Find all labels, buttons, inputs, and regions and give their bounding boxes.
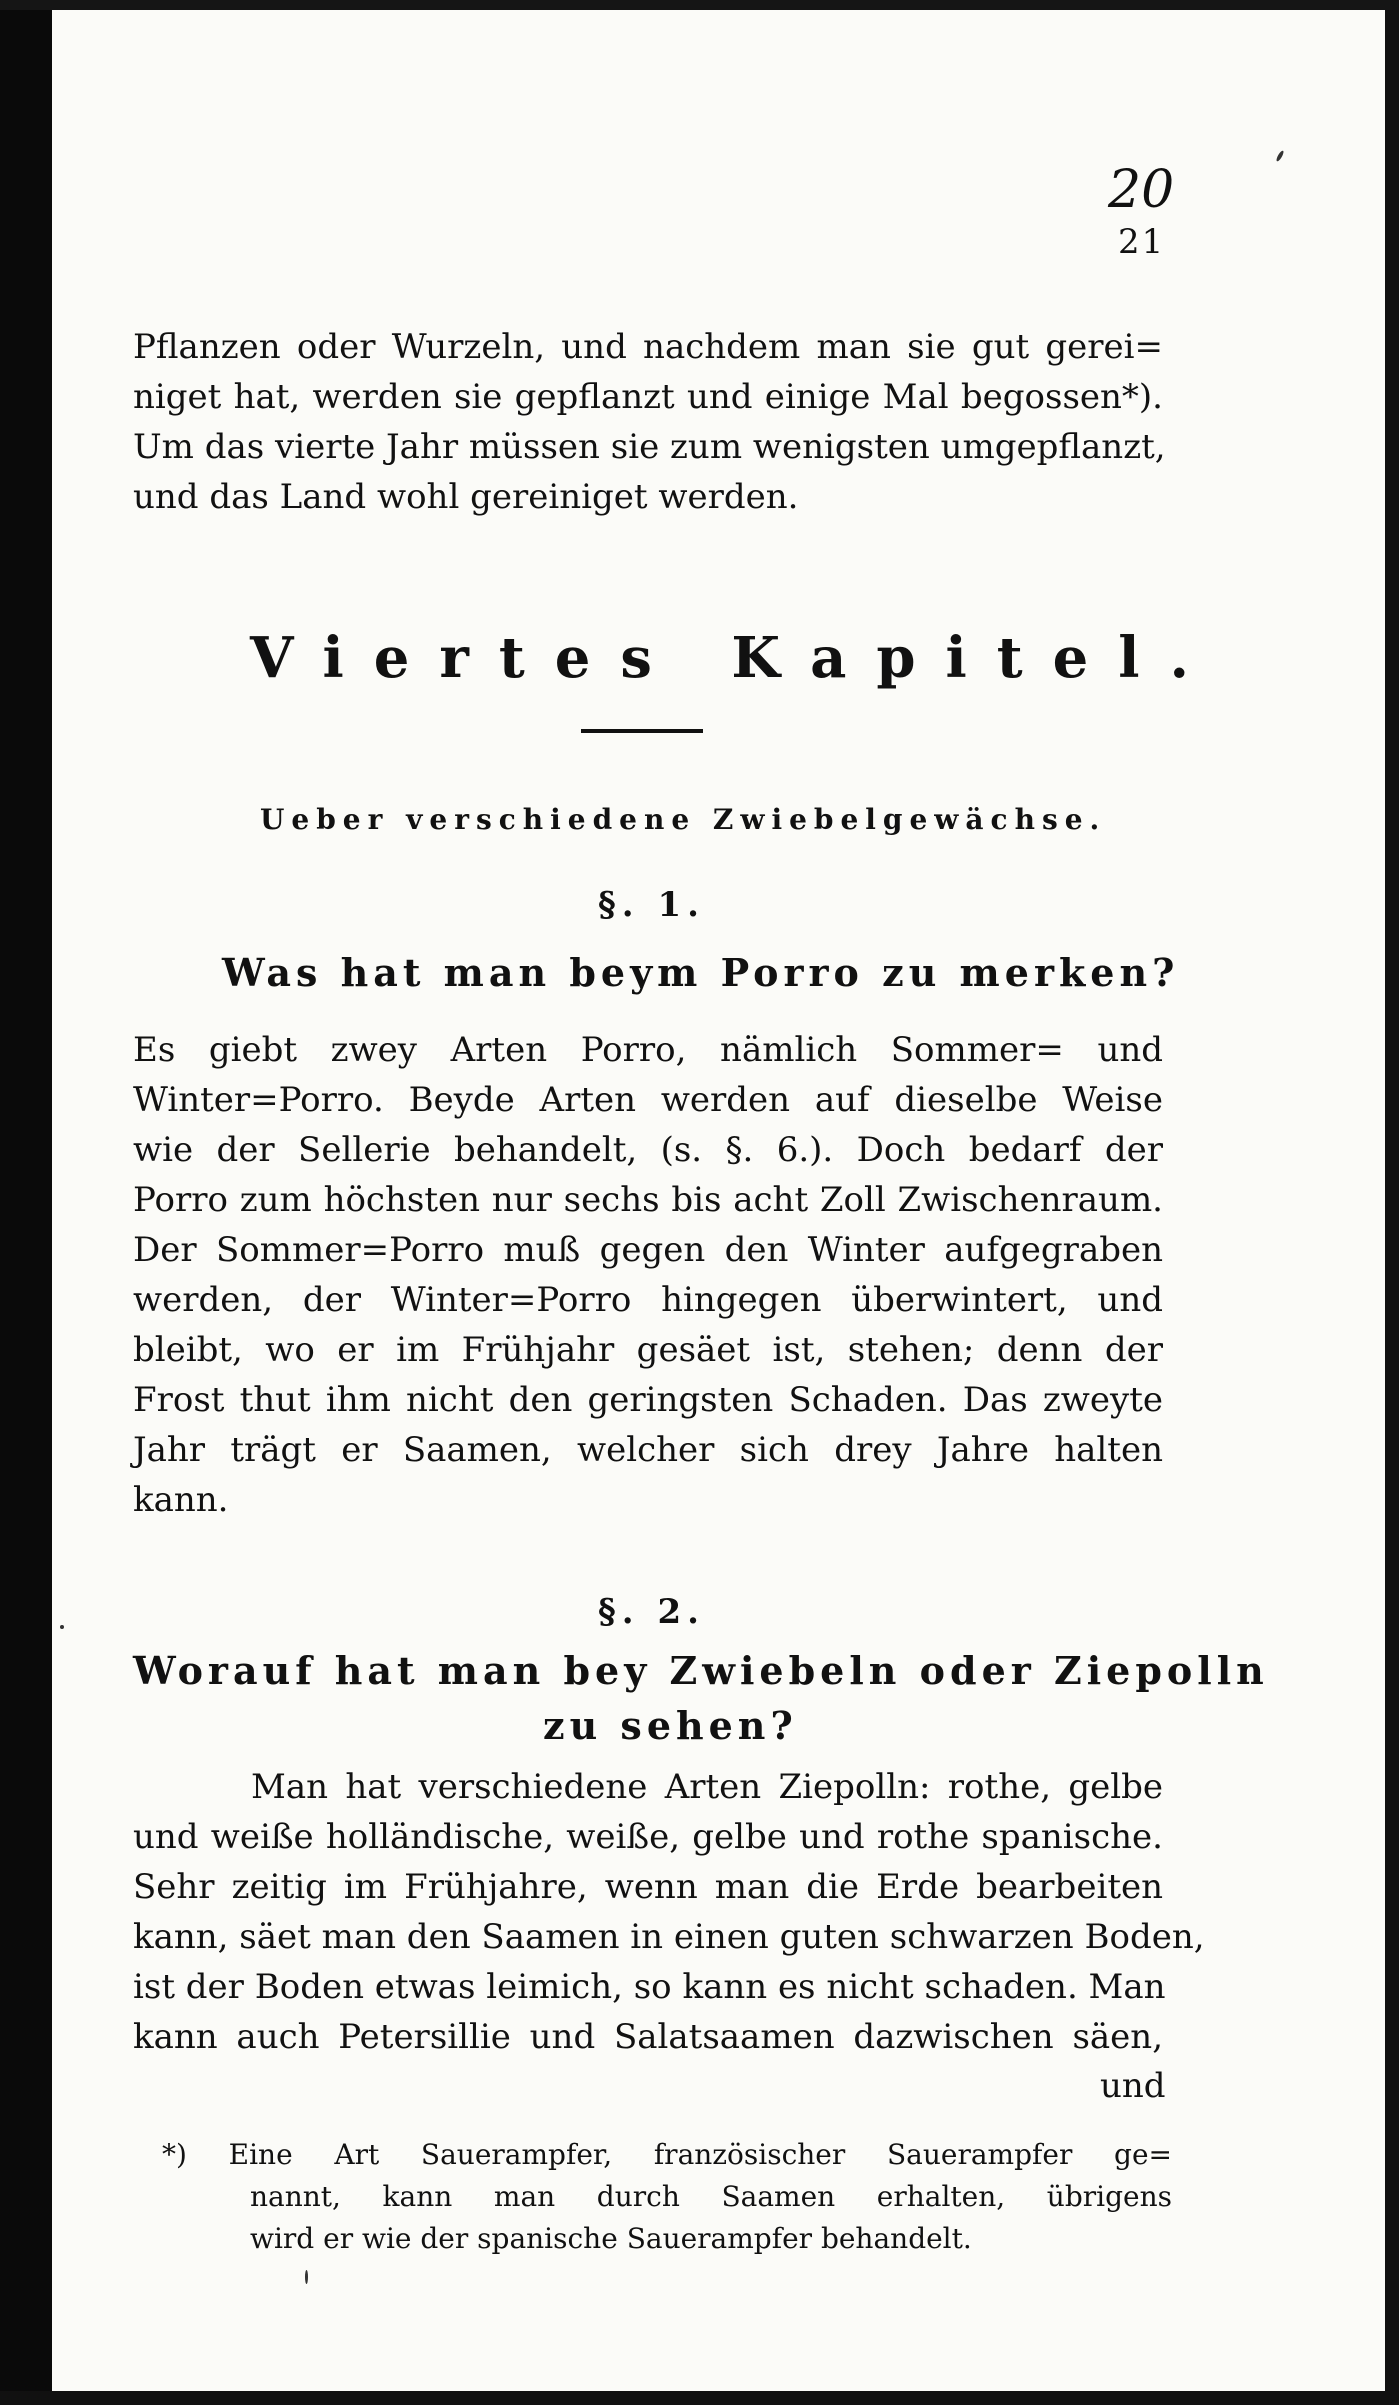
text-line: und weiße holländische, weiße, gelbe und rothe spanische. bbox=[133, 1817, 1163, 1857]
catchword: und bbox=[1100, 2066, 1166, 2106]
section-heading-2-continued: zu sehen? bbox=[543, 1703, 798, 1748]
scan-border-left bbox=[0, 0, 52, 2405]
text-line: Winter=Porro. Beyde Arten werden auf dieselbe Weise bbox=[133, 1080, 1163, 1120]
chapter-subtitle: Ueber verschiedene Zwiebelgewächse. bbox=[260, 803, 1107, 836]
text-line: Jahr trägt er Saamen, welcher sich drey Jahre halten bbox=[133, 1430, 1163, 1470]
text-line: Sehr zeitig im Frühjahre, wenn man die Erde bearbeiten bbox=[133, 1867, 1163, 1907]
text-line: werden, der Winter=Porro hingegen überwintert, und bbox=[133, 1280, 1163, 1320]
text-line: wie der Sellerie behandelt, (s. §. 6.). Doch bedarf der bbox=[133, 1130, 1163, 1170]
section-heading-2: Worauf hat man bey Zwiebeln oder Ziepolln bbox=[133, 1648, 1269, 1693]
footnote bbox=[162, 2134, 1172, 2260]
section-1-body bbox=[133, 1025, 1163, 1525]
text-line: kann. bbox=[133, 1480, 229, 1520]
section-number-2: §. 2. bbox=[598, 1592, 705, 1632]
footnote-line: wird er wie der spanische Sauerampfer behandelt. bbox=[250, 2222, 972, 2255]
chapter-title: Viertes Kapitel. bbox=[250, 625, 1220, 691]
text-line: Es giebt zwey Arten Porro, nämlich Sommer= und bbox=[133, 1030, 1163, 1070]
footnote-line: *) Eine Art Sauerampfer, französischer Sauerampfer ge= bbox=[162, 2138, 1172, 2171]
printed-page-number: 21 bbox=[1118, 222, 1166, 262]
text-line: Frost thut ihm nicht den geringsten Schaden. Das zweyte bbox=[133, 1380, 1163, 1420]
text-line: Der Sommer=Porro muß gegen den Winter aufgegraben bbox=[133, 1230, 1163, 1270]
ink-speck bbox=[305, 2270, 308, 2284]
scan-border-bottom bbox=[0, 2391, 1399, 2405]
text-line: bleibt, wo er im Frühjahr gesäet ist, stehen; denn der bbox=[133, 1330, 1163, 1370]
section-heading-1: Was hat man beym Porro zu merken? bbox=[222, 950, 1180, 995]
scan-border-top bbox=[0, 0, 1399, 10]
text-line: Pflanzen oder Wurzeln, und nachdem man sie gut gerei= bbox=[133, 327, 1163, 367]
intro-paragraph bbox=[133, 322, 1166, 522]
text-line: Man hat verschiedene Arten Ziepolln: rothe, gelbe bbox=[251, 1767, 1163, 1807]
text-line: Um das vierte Jahr müssen sie zum wenigsten umgepflanzt, bbox=[133, 427, 1166, 467]
text-line: niget hat, werden sie gepflanzt und einige Mal begossen*). bbox=[133, 377, 1163, 417]
footnote-line: nannt, kann man durch Saamen erhalten, übrigens bbox=[250, 2180, 1172, 2213]
section-2-body bbox=[133, 1762, 1205, 2062]
handwritten-page-number: 20 bbox=[1108, 160, 1175, 220]
text-line: kann auch Petersillie und Salatsaamen dazwischen säen, bbox=[133, 2017, 1163, 2057]
scan-border-right bbox=[1385, 0, 1399, 2405]
section-number-1: §. 1. bbox=[598, 885, 705, 925]
ink-speck bbox=[60, 1625, 64, 1629]
text-line: und das Land wohl gereiniget werden. bbox=[133, 477, 799, 517]
chapter-divider-rule bbox=[581, 729, 703, 733]
text-line: Porro zum höchsten nur sechs bis acht Zoll Zwischenraum. bbox=[133, 1180, 1163, 1220]
text-line: kann, säet man den Saamen in einen guten schwarzen Boden, bbox=[133, 1917, 1205, 1957]
text-line: ist der Boden etwas leimich, so kann es nicht schaden. Man bbox=[133, 1967, 1166, 2007]
